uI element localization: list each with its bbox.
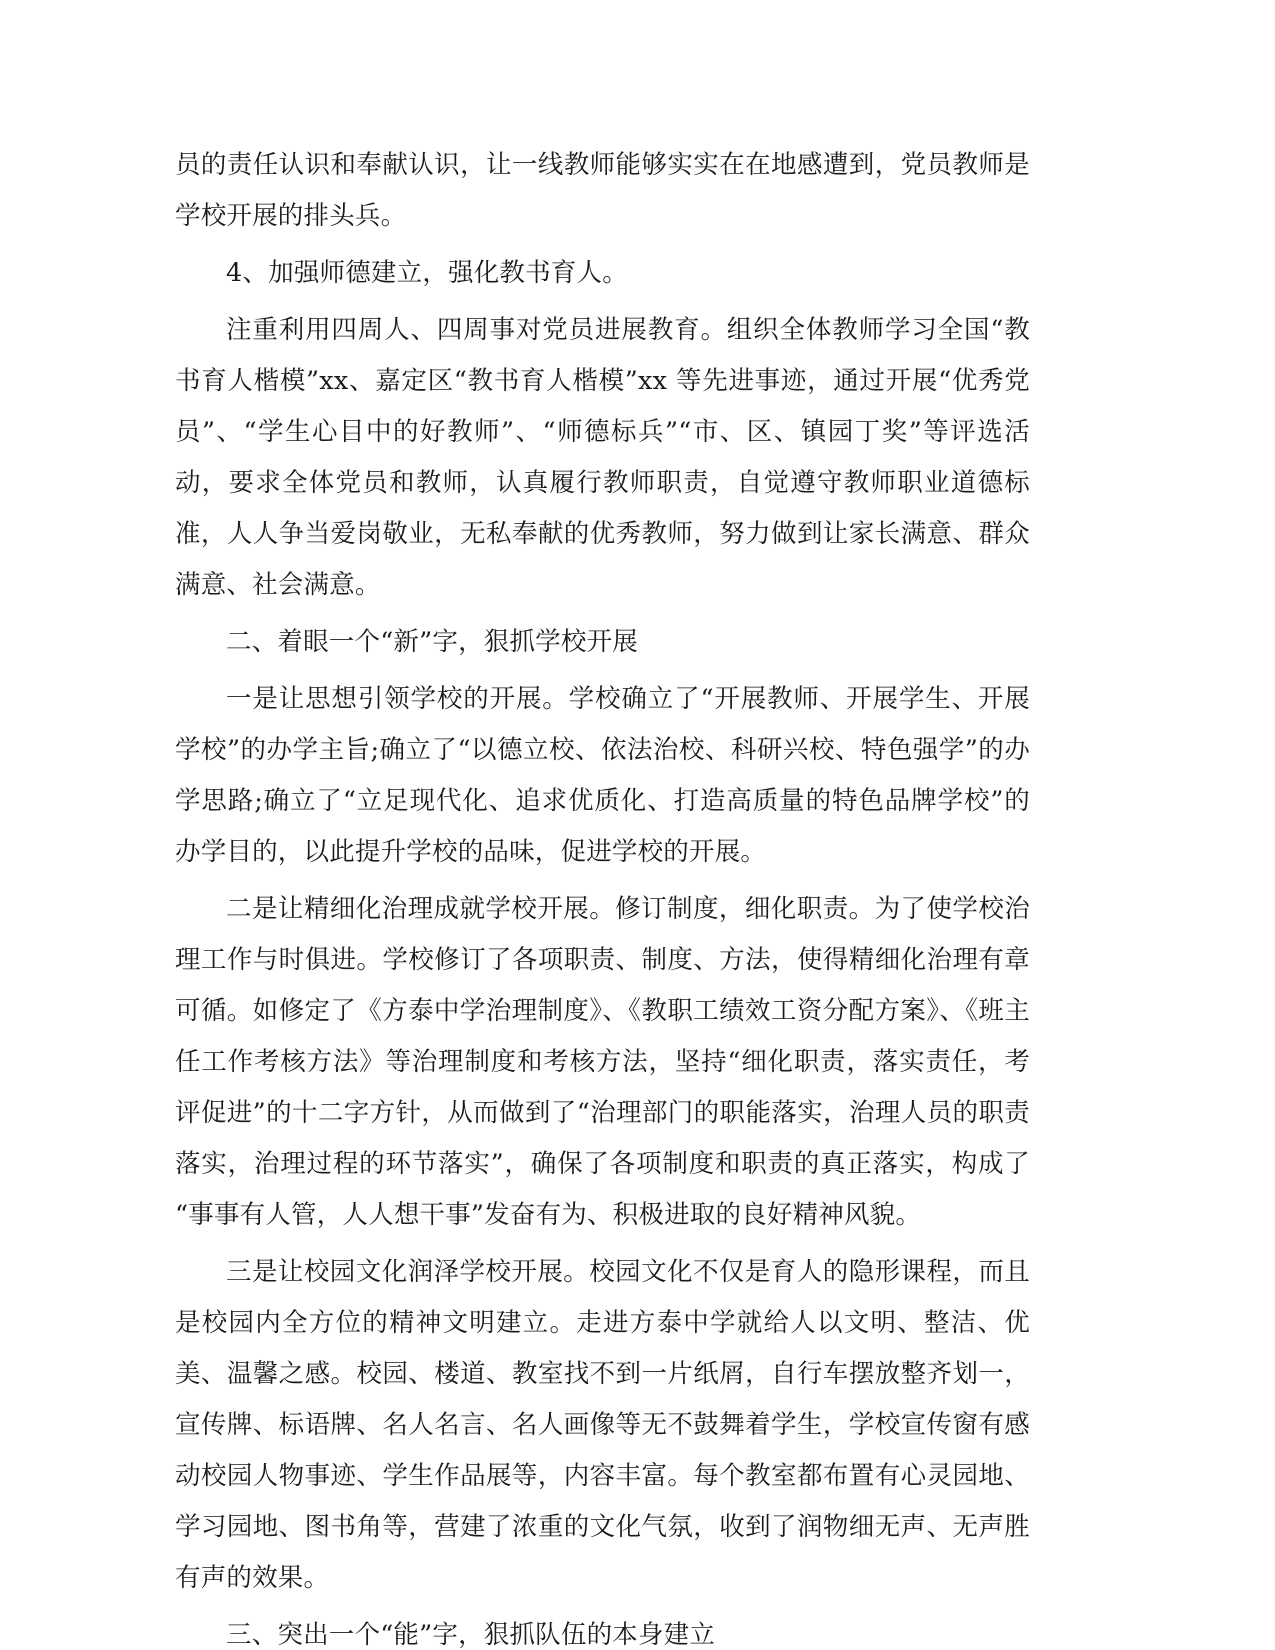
paragraph-item-4-body: 注重利用四周人、四周事对党员进展教育。组织全体教师学习全国“教书育人楷模”xx、嘉定区“教书育人楷模”xx 等先进事迹，通过开展“优秀党员”、“学生心目中的好教师”、“师德标兵”“市、区、镇园丁奖”等评选活动，要求全体党员和教师，认真履行教师职责，自觉遵守教师职业道德标准，人人争当爱岗敬业，无私奉献的优秀教师，努力做到让家长满意、群众满意、社会满意。	[175, 315, 1030, 600]
paragraph-item-4-heading: 4、加强师德建立，强化教书育人。	[226, 258, 628, 288]
paragraph-section-two-point-1: 一是让思想引领学校的开展。学校确立了“开展教师、开展学生、开展学校”的办学主旨;确立了“以德立校、依法治校、科研兴校、特色强学”的办学思路;确立了“立足现代化、追求优质化、打造高质量的特色品牌学校”的办学目的，以此提升学校的品味，促进学校的开展。	[175, 684, 1030, 867]
paragraph-section-two-heading: 二、着眼一个“新”字，狠抓学校开展	[226, 627, 638, 657]
paragraph-section-two-point-3: 三是让校园文化润泽学校开展。校园文化不仅是育人的隐形课程，而且是校园内全方位的精神文明建立。走进方泰中学就给人以文明、整洁、优美、温馨之感。校园、楼道、教室找不到一片纸屑，自行车摆放整齐划一，宣传牌、标语牌、名人名言、名人画像等无不鼓舞着学生，学校宣传窗有感动校园人物事迹、学生作品展等，内容丰富。每个教室都布置有心灵园地、学习园地、图书角等，营建了浓重的文化气氛，收到了润物细无声、无声胜有声的效果。	[175, 1257, 1030, 1593]
paragraph-section-two-point-2: 二是让精细化治理成就学校开展。修订制度，细化职责。为了使学校治理工作与时俱进。学校修订了各项职责、制度、方法，使得精细化治理有章可循。如修定了《方泰中学治理制度》、《教职工绩效工资分配方案》、《班主任工作考核方法》等治理制度和考核方法，坚持“细化职责，落实责任，考评促进”的十二字方针，从而做到了“治理部门的职能落实，治理人员的职责落实，治理过程的环节落实”，确保了各项制度和职责的真正落实，构成了“事事有人管，人人想干事”发奋有为、积极进取的良好精神风貌。	[175, 894, 1030, 1230]
paragraph-section-three-heading: 三、突出一个“能”字，狠抓队伍的本身建立	[226, 1620, 716, 1650]
paragraph-continuation: 员的责任认识和奉献认识，让一线教师能够实实在在地感遭到，党员教师是学校开展的排头兵。	[175, 150, 1030, 231]
document-body	[175, 140, 1030, 1650]
